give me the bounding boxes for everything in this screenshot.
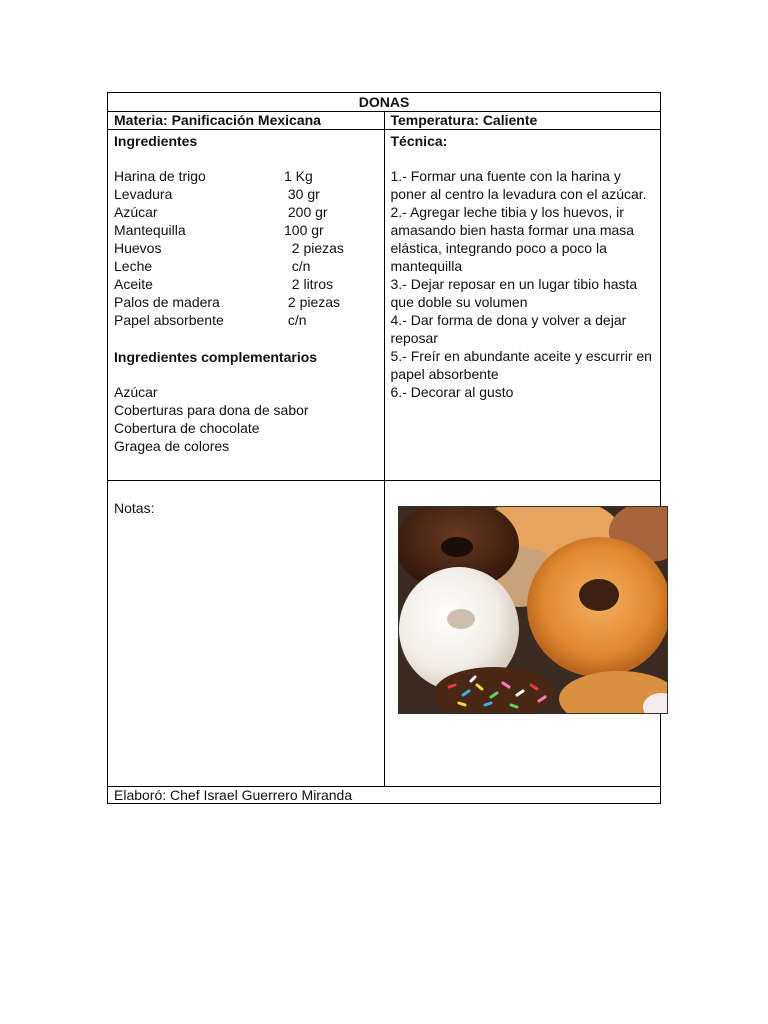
technique-step: 5.- Freír en abundante aceite y escurrir en papel absorbente [390,348,652,382]
ingredient-name: Mantequilla [114,222,186,238]
ingredient-qty: 2 litros [284,276,334,292]
ingredient-qty: 30 gr [284,186,320,202]
ingredients-heading: Ingredientes [114,133,198,149]
technique-cell [384,130,661,481]
technique-steps [391,167,655,401]
ingredient-row [114,203,378,221]
ingredient-row [114,257,378,275]
technique-step: 1.- Formar una fuente con la harina y poner al centro la levadura con el azúcar. [390,168,647,202]
technique-heading: Técnica: [390,133,448,149]
ingredient-name: Levadura [114,186,173,202]
ingredient-row [114,185,378,203]
complementary-item: Gragea de colores [114,438,230,454]
ingredient-row [114,239,378,257]
ingredients-cell [108,130,385,481]
complementary-heading: Ingredientes complementarios [114,349,318,365]
footer-author: Elaboró: Chef Israel Guerrero Miranda [108,787,661,804]
ingredient-qty: 1 Kg [284,168,313,184]
ingredient-qty: 200 gr [284,204,328,220]
ingredient-qty: c/n [284,312,307,328]
technique-step: 2.- Agregar leche tibia y los huevos, ir amasando bien hasta formar una masa elástica, integrando poco a poco la mantequilla [390,204,635,274]
ingredients-list [114,167,378,329]
donuts-photo [398,506,668,714]
ingredient-name: Aceite [114,276,153,292]
ingredient-name: Leche [114,258,153,274]
ingredient-name: Papel absorbente [114,312,224,328]
technique-step: 6.- Decorar al gusto [390,384,514,400]
ingredient-name: Huevos [114,240,162,256]
complementary-item: Azúcar [114,384,158,400]
ingredient-row [114,167,378,185]
technique-step: 4.- Dar forma de dona y volver a dejar reposar [390,312,627,346]
temperatura-label: Temperatura: Caliente [384,112,661,130]
complementary-item: Cobertura de chocolate [114,420,260,436]
ingredient-name: Palos de madera [114,294,220,310]
ingredient-qty: 2 piezas [284,294,341,310]
notes-cell [108,481,385,787]
ingredient-name: Harina de trigo [114,168,206,184]
notes-label: Notas: [114,500,155,516]
ingredient-qty: 100 gr [284,222,324,238]
materia-label: Materia: Panificación Mexicana [108,112,385,130]
recipe-title: DONAS [108,93,661,112]
ingredient-row [114,275,378,293]
ingredient-qty: c/n [284,258,311,274]
photo-cell [384,481,661,787]
recipe-table [107,92,661,804]
ingredient-row [114,311,378,329]
ingredient-name: Azúcar [114,204,158,220]
complementary-item: Coberturas para dona de sabor [114,402,309,418]
complementary-list [114,383,378,455]
ingredient-qty: 2 piezas [284,240,344,256]
ingredient-row [114,293,378,311]
technique-step: 3.- Dejar reposar en un lugar tibio hasta que doble su volumen [390,276,638,310]
ingredient-row [114,221,378,239]
